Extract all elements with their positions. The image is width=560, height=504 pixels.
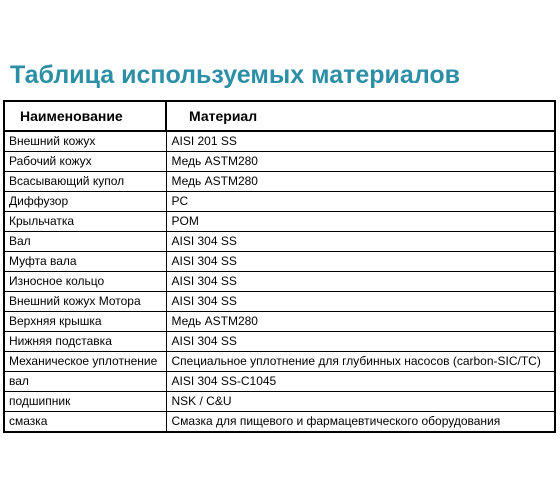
component-name-cell: Механическое уплотнение: [4, 352, 166, 372]
component-name-cell: подшипник: [4, 392, 166, 412]
component-name-cell: Всасывающий купол: [4, 172, 166, 192]
component-name-cell: Вал: [4, 232, 166, 252]
material-cell: AISI 304 SS: [166, 272, 555, 292]
table-row: [4, 292, 555, 312]
column-header-material: Материал: [166, 101, 555, 131]
material-cell: AISI 304 SS-C1045: [166, 372, 555, 392]
component-name-cell: Крыльчатка: [4, 212, 166, 232]
table-row: [4, 152, 555, 172]
table-row: [4, 252, 555, 272]
material-cell: POM: [166, 212, 555, 232]
component-name-cell: Рабочий кожух: [4, 152, 166, 172]
material-cell: AISI 201 SS: [166, 131, 555, 152]
table-row: [4, 131, 555, 152]
component-name-cell: Муфта вала: [4, 252, 166, 272]
table-body: [4, 131, 555, 432]
component-name-cell: вал: [4, 372, 166, 392]
table-row: [4, 352, 555, 372]
table-row: [4, 392, 555, 412]
materials-table: [3, 100, 556, 433]
material-cell: Медь ASTM280: [166, 172, 555, 192]
material-cell: AISI 304 SS: [166, 232, 555, 252]
material-cell: PC: [166, 192, 555, 212]
table-row: [4, 172, 555, 192]
material-cell: AISI 304 SS: [166, 332, 555, 352]
component-name-cell: Диффузор: [4, 192, 166, 212]
material-cell: Специальное уплотнение для глубинных насосов (carbon-SIC/TC): [166, 352, 555, 372]
component-name-cell: Внешний кожух Мотора: [4, 292, 166, 312]
table-row: [4, 412, 555, 433]
table-row: [4, 332, 555, 352]
table-header: [4, 101, 555, 131]
component-name-cell: Нижняя подставка: [4, 332, 166, 352]
column-header-name: Наименование: [4, 101, 166, 131]
component-name-cell: Внешний кожух: [4, 131, 166, 152]
page-title: Таблица используемых материалов: [10, 61, 461, 89]
material-cell: NSK / C&U: [166, 392, 555, 412]
table-row: [4, 312, 555, 332]
table-row: [4, 372, 555, 392]
material-cell: Медь ASTM280: [166, 312, 555, 332]
component-name-cell: смазка: [4, 412, 166, 433]
component-name-cell: Износное кольцо: [4, 272, 166, 292]
table-row: [4, 232, 555, 252]
table-row: [4, 212, 555, 232]
table-row: [4, 192, 555, 212]
component-name-cell: Верхняя крышка: [4, 312, 166, 332]
material-cell: Смазка для пищевого и фармацевтического оборудования: [166, 412, 555, 433]
material-cell: AISI 304 SS: [166, 292, 555, 312]
material-cell: Медь ASTM280: [166, 152, 555, 172]
header-row: [4, 101, 555, 131]
material-cell: AISI 304 SS: [166, 252, 555, 272]
table-row: [4, 272, 555, 292]
